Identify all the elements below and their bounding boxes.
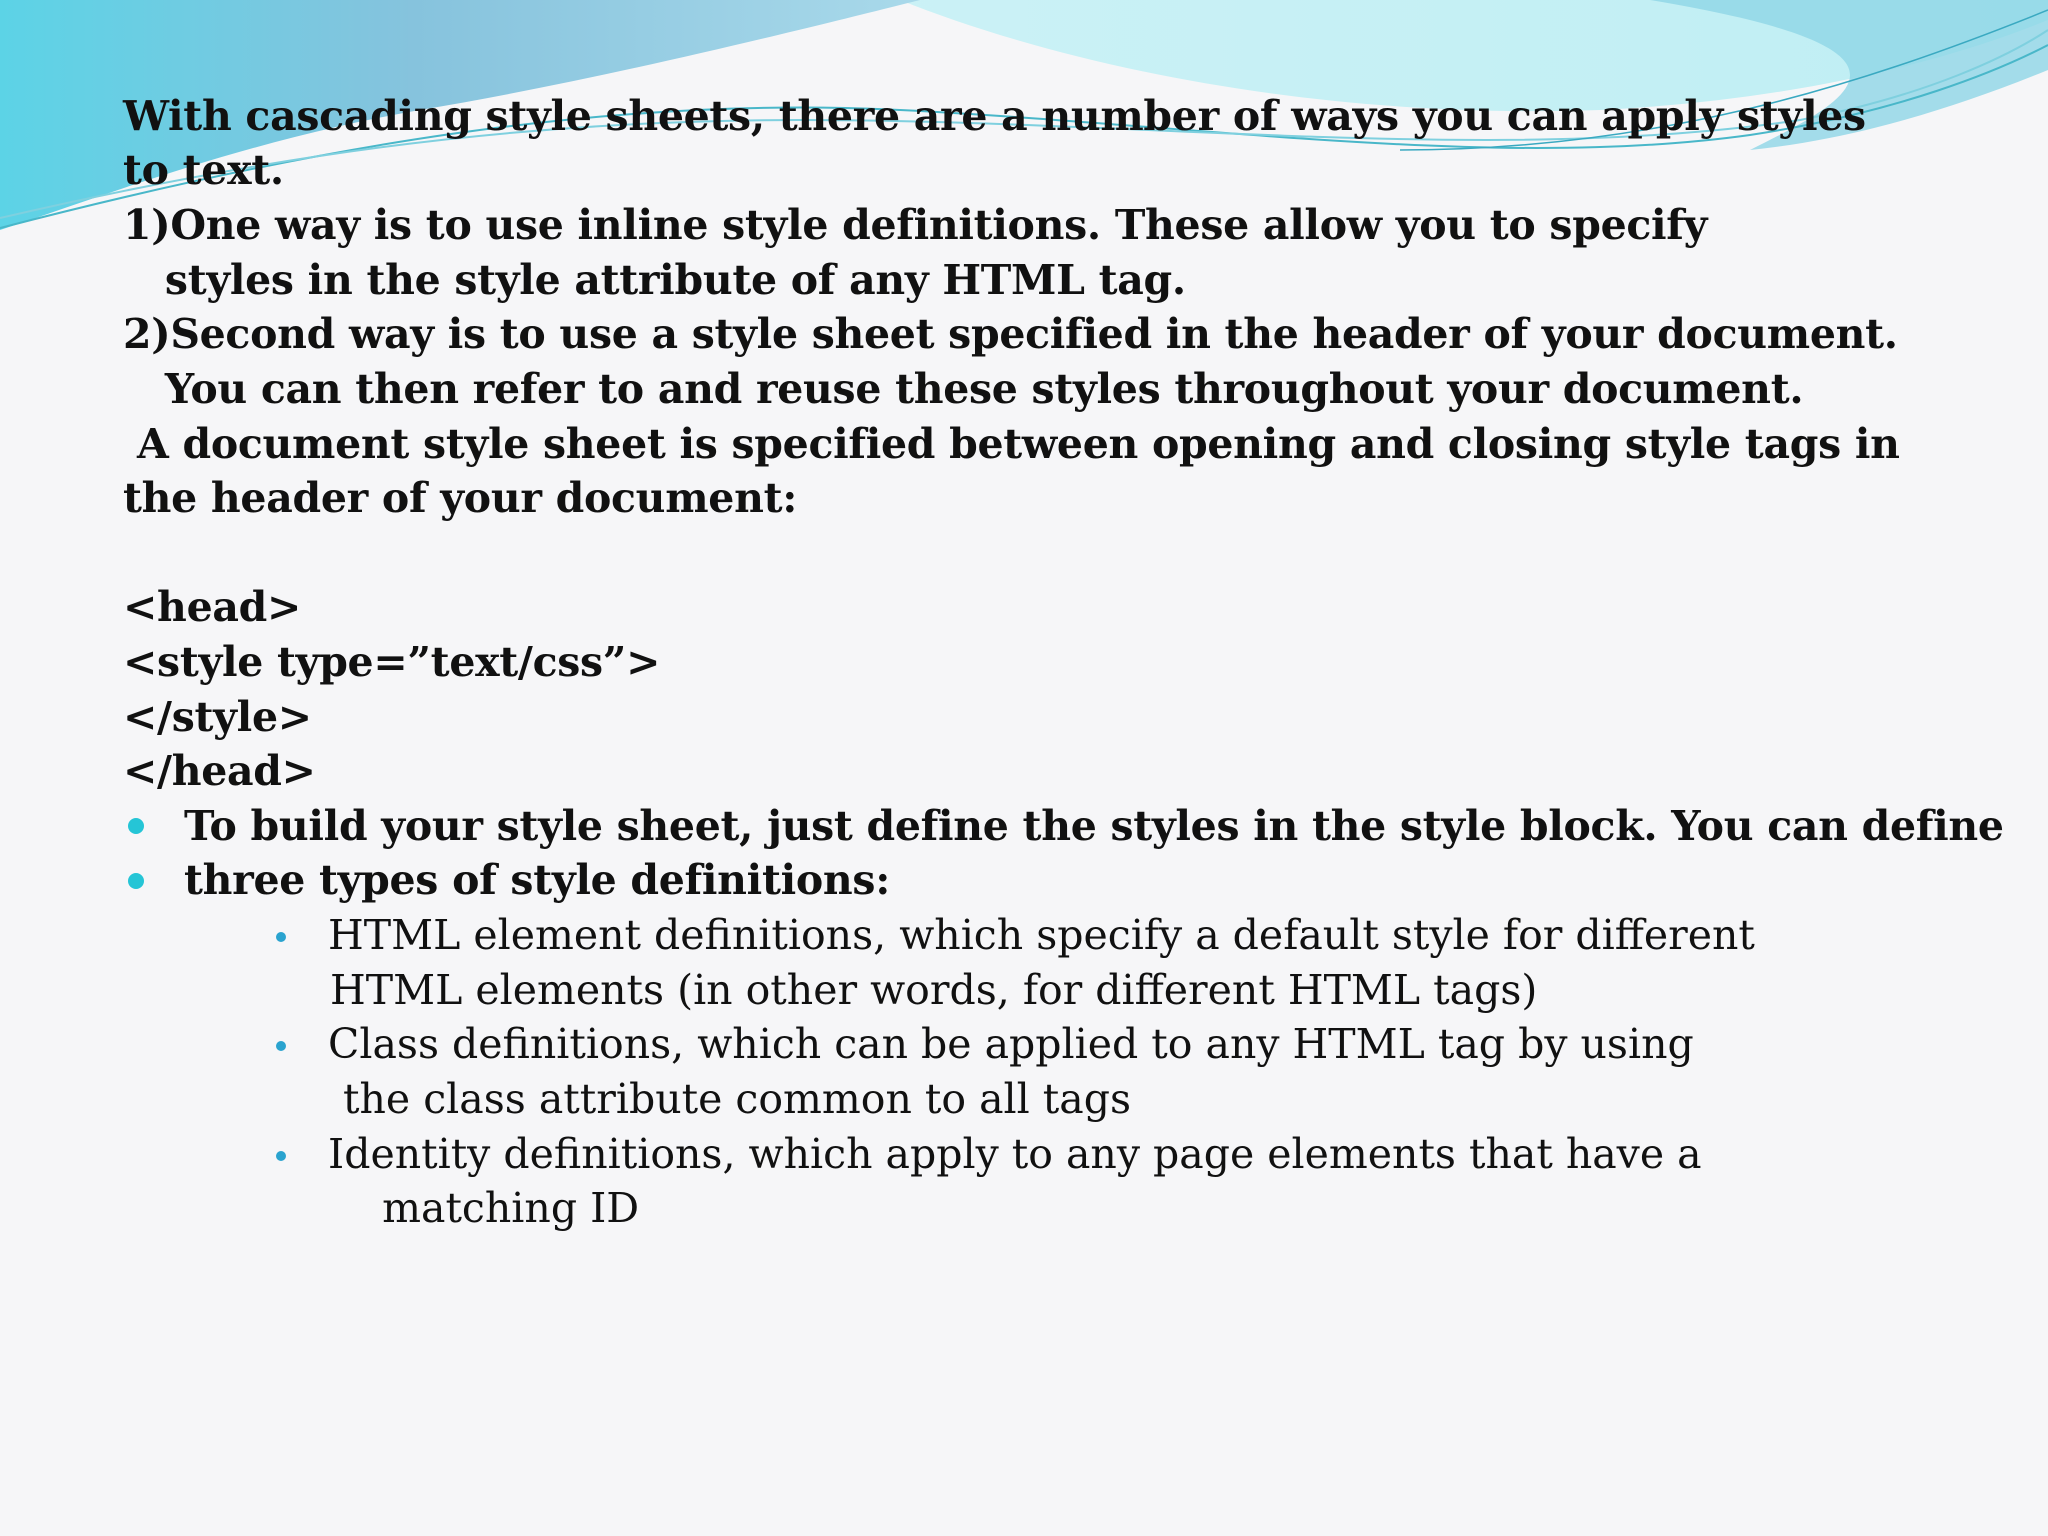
intro-line-2: to text. (123, 146, 284, 194)
code-head-close: </head> (123, 747, 316, 795)
code-head-open: <head> (123, 583, 302, 631)
bullet-dot (128, 818, 144, 834)
sub-bullet-dot (276, 1151, 286, 1161)
intro-line-1: With cascading style sheets, there are a number of ways you can apply styles (123, 92, 1866, 140)
code-style-open: <style type=”text/css”> (123, 638, 661, 686)
way1-line-2: styles in the style attribute of any HTML tag. (123, 256, 1186, 304)
doc-sheet-line-1: A document style sheet is specified between opening and closing style tags in (123, 420, 1900, 468)
sub-bullet-dot (276, 1041, 286, 1051)
way2-line-2: You can then refer to and reuse these styles throughout your document. (123, 365, 1804, 413)
sub-bullet-2-line-1: Class definitions, which can be applied to any HTML tag by using (328, 1020, 1694, 1068)
way1-line-1: 1)One way is to use inline style definitions. These allow you to specify (123, 201, 1708, 249)
sub-bullet-1-line-2: HTML elements (in other words, for different HTML tags) (330, 966, 1538, 1014)
sub-bullet-2-line-2: the class attribute common to all tags (330, 1075, 1132, 1123)
bullet-dot (128, 873, 144, 889)
bullet-1: To build your style sheet, just define the styles in the style block. You can define (184, 802, 2004, 850)
code-style-close: </style> (123, 693, 312, 741)
sub-bullet-3-line-2: matching ID (330, 1184, 640, 1232)
sub-bullet-dot (276, 932, 286, 942)
doc-sheet-line-2: the header of your document: (123, 474, 798, 522)
way2-line-1: 2)Second way is to use a style sheet specified in the header of your document. (123, 310, 1898, 358)
sub-bullet-1-line-1: HTML element definitions, which specify a default style for different (328, 911, 1755, 959)
sub-bullet-3-line-1: Identity definitions, which apply to any page elements that have a (328, 1130, 1702, 1178)
bullet-2: three types of style definitions: (184, 856, 891, 904)
